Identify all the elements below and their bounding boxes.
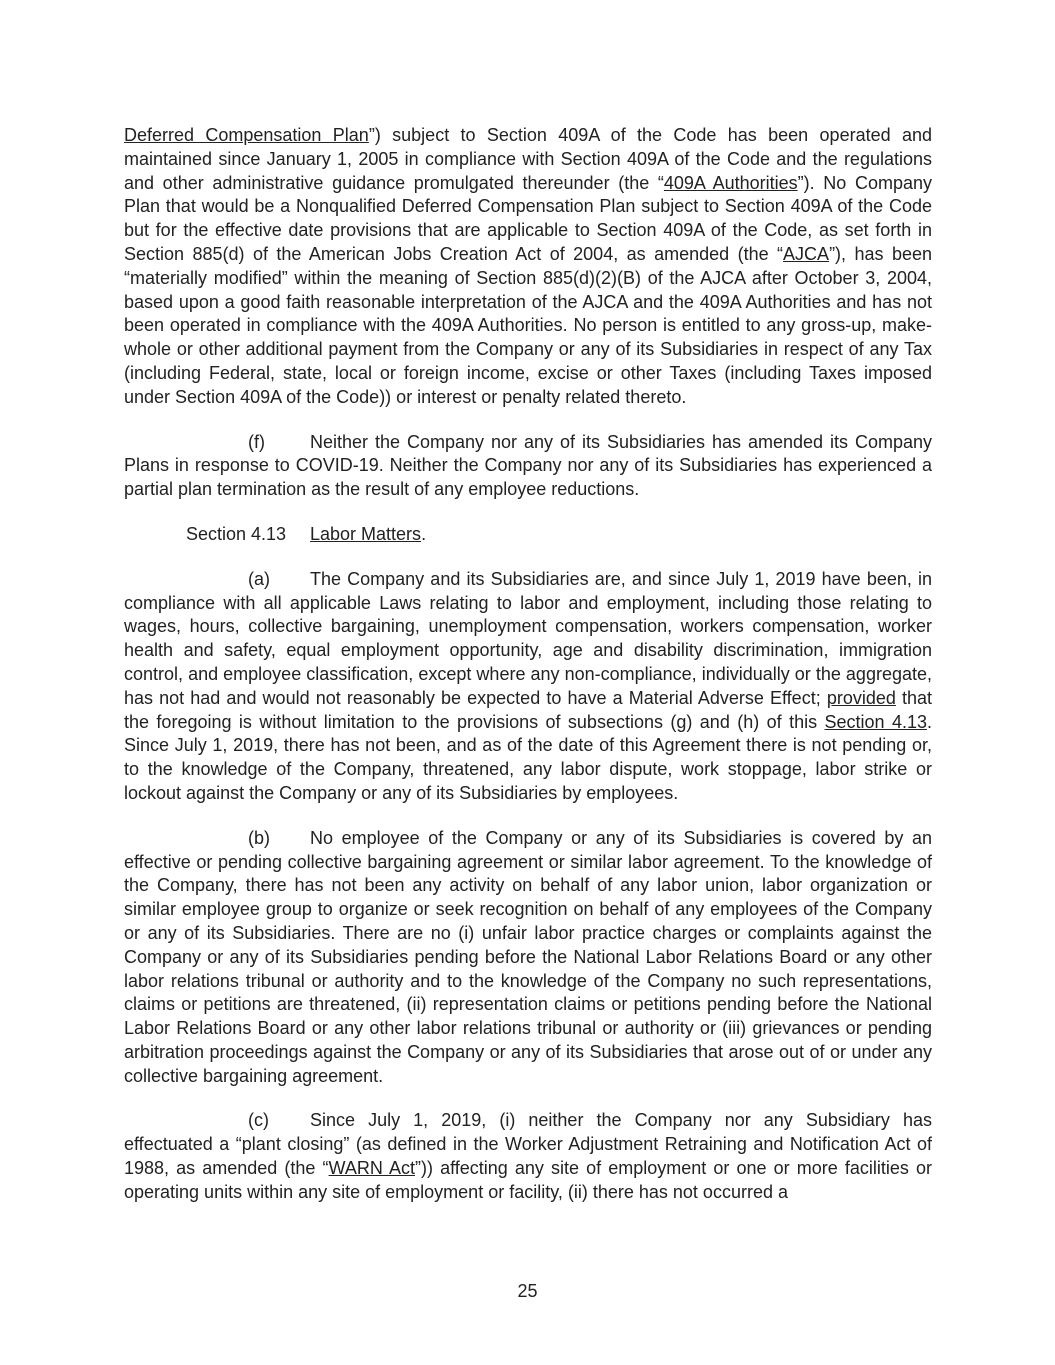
section-number: Section 4.13: [186, 523, 287, 544]
section-title: Labor Matters: [310, 523, 422, 544]
defined-term-deferred-compensation-plan: Deferred Compensation Plan: [124, 125, 369, 145]
term-provided: provided: [826, 687, 896, 708]
paragraph-a: (a) The Company and its Subsidiaries are, and since July 1, 2019 have been, in compliance with all applicable Laws relating to labor and employment, including those relating to wages, hours, collective bargaining, unemployment compensation, workers compensation, worker health and safety, equal employment opportunity, age and disability discrimination, immigration control, and employee classification, except where any non-compliance, individually or the aggregate, has not had and would not reasonably be expected to have a Material Adverse Effect; provided that the foregoing is without limitation to the provisions of subsections (g) and (h) of this Section 4.13. Since July 1, 2019, there has not been, and as of the date of this Agreement there is not pending or, to the knowledge of the Company, threatened, any labor dispute, work stoppage, labor strike or lockout against the Company or any of its Subsidiaries by employees.: [124, 568, 932, 803]
clause-label: (f): [248, 431, 265, 452]
clause-label: (c): [248, 1110, 269, 1131]
document-page: [124, 124, 932, 1205]
defined-term-warn-act: WARN Act: [328, 1158, 415, 1179]
section-reference: Section 4.13: [824, 711, 927, 732]
paragraph-c: (c) Since July 1, 2019, (i) neither the Company nor any Subsidiary has effectuated a “plant closing” (as defined in the Worker Adjustment Retraining and Notification Act of 1988, as amended (the “WARN Act”)) affecting any site of employment or one or more facilities or operating units within any site of employment or facility, (ii) there has not occurred a: [124, 1110, 933, 1202]
paragraph-409a: Deferred Compensation Plan”) subject to Section 409A of the Code has been operated and maintained since January 1, 2005 in compliance with Section 409A of the Code and the regulations and other administrative guidance promulgated thereunder (the “409A Authorities”). No Company Plan that would be a Nonqualified Deferred Compensation Plan subject to Section 409A of the Code but for the effective date provisions that are applicable to Section 409A of the Code, as set forth in Section 885(d) of the American Jobs Creation Act of 2004, as amended (the “AJCA”), has been “materially modified” within the meaning of Section 885(d)(2)(B) of the AJCA after October 3, 2004, based upon a good faith reasonable interpretation of the AJCA and the 409A Authorities and has not been operated in compliance with the 409A Authorities. No person is entitled to any gross-up, make-whole or other additional payment from the Company or any of its Subsidiaries in respect of any Tax (including Federal, state, local or foreign income, excise or other Taxes (including Taxes imposed under Section 409A of the Code)) or interest or penalty related thereto.: [124, 125, 932, 407]
defined-term-409a-authorities: 409A Authorities: [663, 172, 798, 193]
clause-label: (b): [248, 827, 270, 848]
defined-term-ajca: AJCA: [783, 243, 830, 264]
clause-label: (a): [248, 568, 270, 589]
paragraph-b: (b) No employee of the Company or any of its Subsidiaries is covered by an effective or pending collective bargaining agreement or similar labor agreement. To the knowledge of the Company, there has not been any activity on behalf of any labor union, labor organization or similar employee group to organize or seek recognition on behalf of any employees of the Company or any of its Subsidiaries. There are no (i) unfair labor practice charges or complaints against the Company or any of its Subsidiaries pending before the National Labor Relations Board or any other labor relations tribunal or authority and to the knowledge of the Company no such representations, claims or petitions are threatened, (ii) representation claims or petitions pending before the National Labor Relations Board or any other labor relations tribunal or authority or (iii) grievances or pending arbitration proceedings against the Company or any of its Subsidiaries that arose out of or under any collective bargaining agreement.: [124, 827, 932, 1086]
page-number: 25: [517, 1281, 538, 1301]
section-heading: Section 4.13 Labor Matters.: [124, 523, 932, 547]
paragraph-f: (f) Neither the Company nor any of its Subsidiaries has amended its Company Plans in response to COVID-19. Neither the Company nor any of its Subsidiaries has experienced a partial plan termination as the result of any employee reductions.: [124, 431, 932, 500]
